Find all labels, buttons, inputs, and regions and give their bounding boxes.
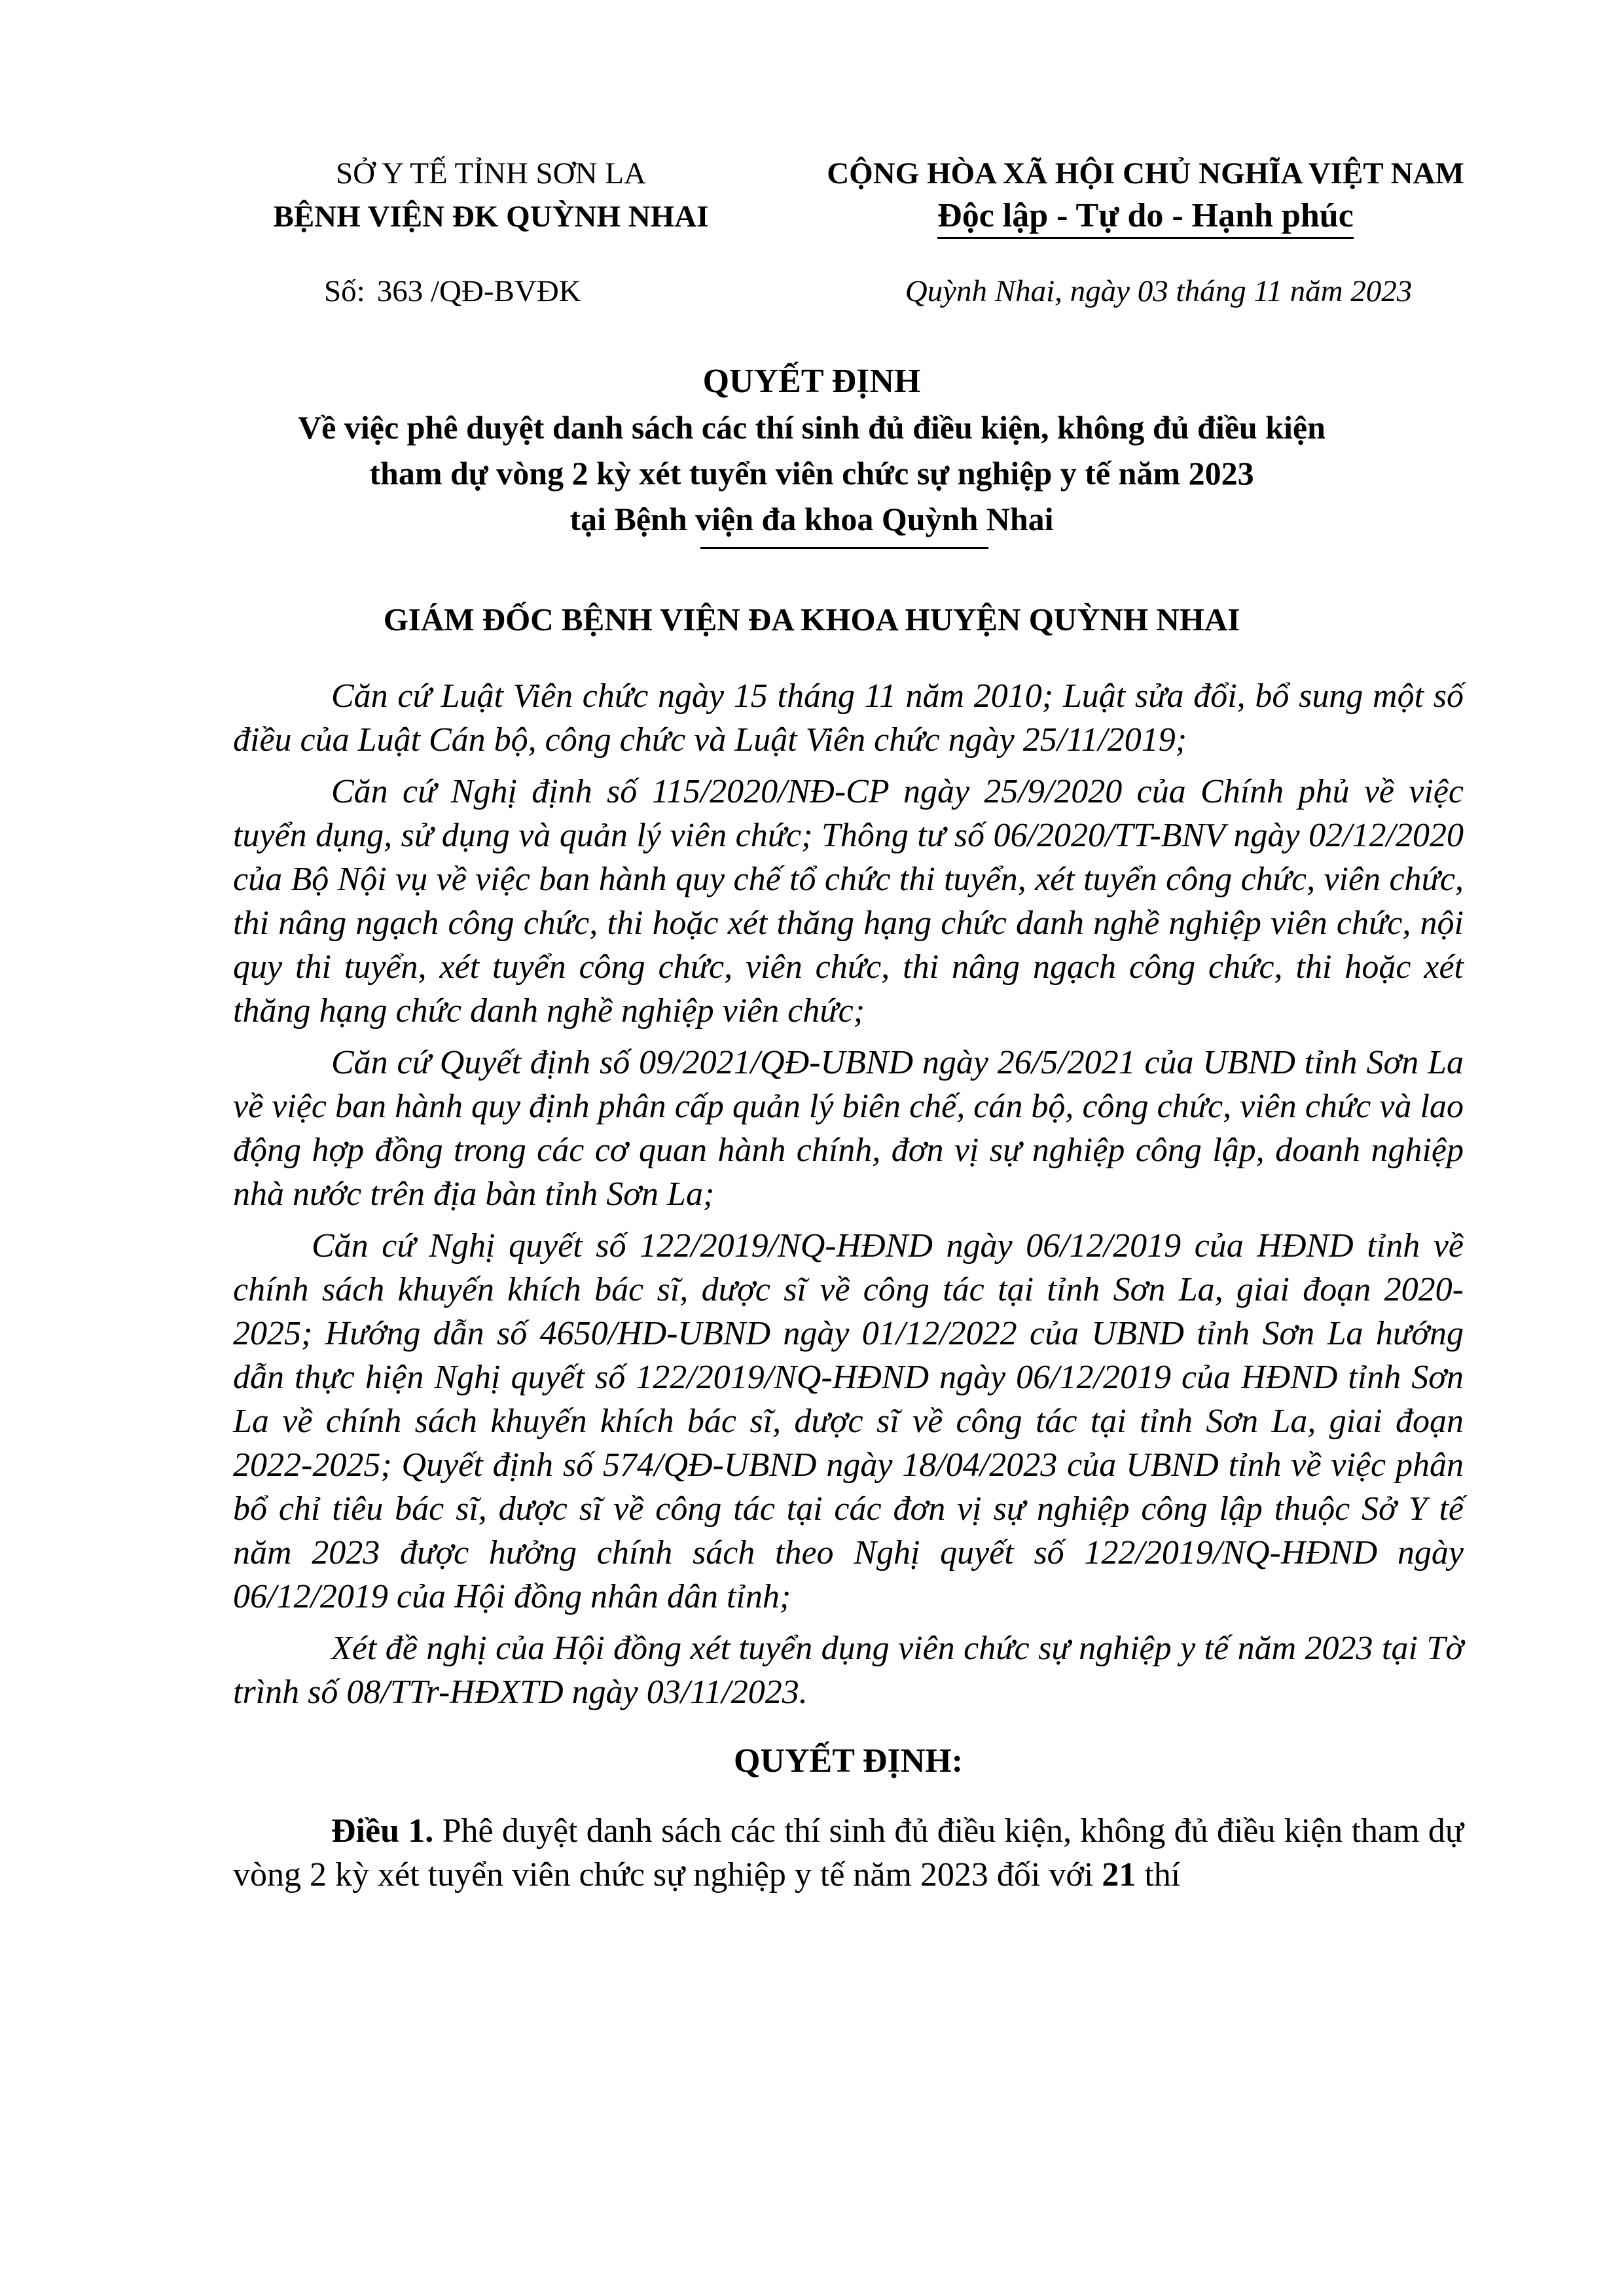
article-1-tail: thí — [1144, 1856, 1181, 1893]
document-number — [324, 274, 581, 309]
preamble-paragraph: Xét đề nghị của Hội đồng xét tuyển dụng viên chức sự nghiệp y tế năm 2023 tại Tờ trình số 08/TTr-HĐXTD ngày 03/11/2023. — [233, 1630, 1464, 1711]
country-name: CỘNG HÒA XÃ HỘI CHỦ NGHĨA VIỆT NAM — [827, 156, 1464, 190]
document-body — [233, 674, 1464, 1905]
article-1-text: Phê duyệt danh sách các thí sinh đủ điều kiện, không đủ điều kiện tham dự vòng 2 kỳ xét tuyển viên chức sự nghiệp y tế năm 2023 đối với — [233, 1812, 1464, 1893]
title-subject-line-1: Về việc phê duyệt danh sách các thí sinh đủ điều kiện, không đủ điều kiện — [298, 409, 1326, 446]
place-and-date: Quỳnh Nhai, ngày 03 tháng 11 năm 2023 — [905, 274, 1413, 308]
issuing-authority: GIÁM ĐỐC BỆNH VIỆN ĐA KHOA HUYỆN QUỲNH NHAI — [383, 601, 1240, 637]
article-1-label: Điều 1. — [331, 1812, 434, 1850]
article-1-count: 21 — [1102, 1856, 1136, 1893]
title-underline — [700, 547, 988, 549]
national-heading-block — [785, 152, 1506, 239]
issuing-agency: BỆNH VIỆN ĐK QUỲNH NHAI — [273, 200, 709, 234]
title-subject-line-3: tại Bệnh viện đa khoa Quỳnh Nhai — [569, 501, 1054, 537]
preamble-paragraph: Căn cứ Nghị định số 115/2020/NĐ-CP ngày 25/9/2020 của Chính phủ về việc tuyển dụng, sử dụng và quản lý viên chức; Thông tư số 06/2020/TT-BNV ngày 02/12/2020 của Bộ Nội vụ về việc ban hành quy chế tổ chức thi tuyển, xét tuyển công chức, viên chức, thi nâng ngạch công chức, thi hoặc xét thăng hạng chức danh nghề nghiệp viên chức, nội quy thi tuyển, xét tuyển công chức, viên chức, thi nâng ngạch công chức, thi hoặc xét thăng hạng chức danh nghề nghiệp viên chức; — [233, 773, 1464, 1030]
preamble-paragraph: Căn cứ Quyết định số 09/2021/QĐ-UBND ngày 26/5/2021 của UBND tỉnh Sơn La về việc ban hành quy định phân cấp quản lý biên chế, cán bộ, công chức, viên chức và lao động hợp đồng trong các cơ quan hành chính, đơn vị sự nghiệp công lập, doanh nghiệp nhà nước trên địa bàn tỉnh Sơn La; — [233, 1044, 1464, 1213]
document-title: QUYẾT ĐỊNH — [702, 363, 921, 400]
parent-agency: SỞ Y TẾ TỈNH SƠN LA — [336, 156, 646, 190]
document-number-label: Số: — [324, 274, 365, 308]
article-1 — [233, 1809, 1464, 1897]
document-number-value: 363 /QĐ-BVĐK — [376, 274, 581, 308]
issuing-agency-block — [242, 152, 740, 238]
national-motto: Độc lập - Tự do - Hạnh phúc — [937, 196, 1354, 239]
decision-heading: QUYẾT ĐỊNH: — [733, 1742, 964, 1780]
preamble-paragraph: Căn cứ Nghị quyết số 122/2019/NQ-HĐND ngày 06/12/2019 của HĐND tỉnh về chính sách khuyến khích bác sĩ, dược sĩ về công tác tại tỉnh Sơn La, giai đoạn 2020- 2025; Hướng dẫn số 4650/HD-UBND ngày 01/12/2022 của UBND tỉnh Sơn La hướng dẫn thực hiện Nghị quyết số 122/2019/NQ-HĐND ngày 06/12/2019 của HĐND tỉnh Sơn La về chính sách khuyến khích bác sĩ, dược sĩ về công tác tại tỉnh Sơn La, giai đoạn 2022-2025; Quyết định số 574/QĐ-UBND ngày 18/04/2023 của UBND tỉnh về việc phân bổ chỉ tiêu bác sĩ, dược sĩ về công tác tại các đơn vị sự nghiệp công lập thuộc Sở Y tế năm 2023 được hưởng chính sách theo Nghị quyết số 122/2019/NQ-HĐND ngày 06/12/2019 của Hội đồng nhân dân tỉnh; — [233, 1227, 1464, 1615]
preamble-paragraph: Căn cứ Luật Viên chức ngày 15 tháng 11 năm 2010; Luật sửa đổi, bổ sung một số điều của Luật Cán bộ, công chức và Luật Viên chức ngày 25/11/2019; — [233, 677, 1464, 759]
title-subject-line-2: tham dự vòng 2 kỳ xét tuyển viên chức sự nghiệp y tế năm 2023 — [369, 455, 1254, 492]
document-title-block — [196, 359, 1427, 542]
